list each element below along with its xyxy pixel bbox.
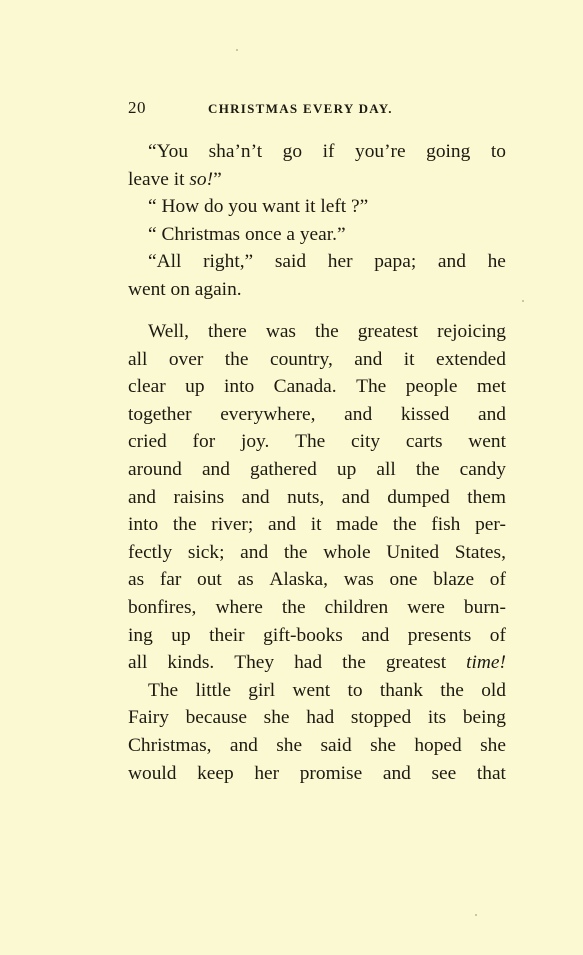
text-line: The little girl went to thank the old [148, 679, 506, 701]
text-line: as far out as Alaska, was one blaze of [128, 569, 506, 591]
text-line: together everywhere, and kissed and [128, 403, 506, 425]
text-line: all kinds. They had the greatest time! [128, 649, 506, 677]
paper-speck [475, 914, 477, 916]
text-line: “All right,” said her papa; and he [148, 251, 506, 273]
dialogue-passage [128, 138, 506, 304]
page-header [128, 97, 508, 119]
text-line: “ Christmas once a year.” [148, 223, 346, 245]
paper-speck [522, 300, 524, 302]
emphasized-word: so! [189, 168, 214, 190]
text-line: all over the country, and it extended [128, 348, 506, 370]
paper-speck [236, 49, 238, 51]
text-line: “You sha’n’t go if you’re going to [148, 141, 506, 162]
text-line: Fairy because she had stopped its being [128, 707, 506, 729]
text-line: bonfires, where the children were burn- [128, 596, 506, 618]
text-line: “ How do you want it left ?” [148, 196, 369, 218]
text-line: Christmas, and she said she hoped she [128, 734, 506, 756]
emphasized-word: time! [466, 652, 506, 674]
text-line: leave it so!” [128, 168, 222, 190]
running-title: CHRISTMAS EVERY DAY. [208, 101, 393, 116]
text-line: ing up their gift-books and presents of [128, 624, 506, 646]
text-line: Well, there was the greatest rejoicing [148, 321, 506, 342]
text-line: into the river; and it made the fish per- [128, 514, 506, 536]
text-line: fectly sick; and the whole United States, [128, 541, 506, 563]
page-number: 20 [128, 98, 146, 117]
text-line: around and gathered up all the candy [128, 458, 506, 480]
text-line: cried for joy. The city carts went [128, 431, 506, 453]
text-line: clear up into Canada. The people met [128, 376, 506, 398]
narrative-passage [128, 318, 506, 787]
text-line: would keep her promise and see that [128, 762, 506, 784]
text-line: and raisins and nuts, and dumped them [128, 486, 506, 508]
text-line: went on again. [128, 278, 242, 300]
